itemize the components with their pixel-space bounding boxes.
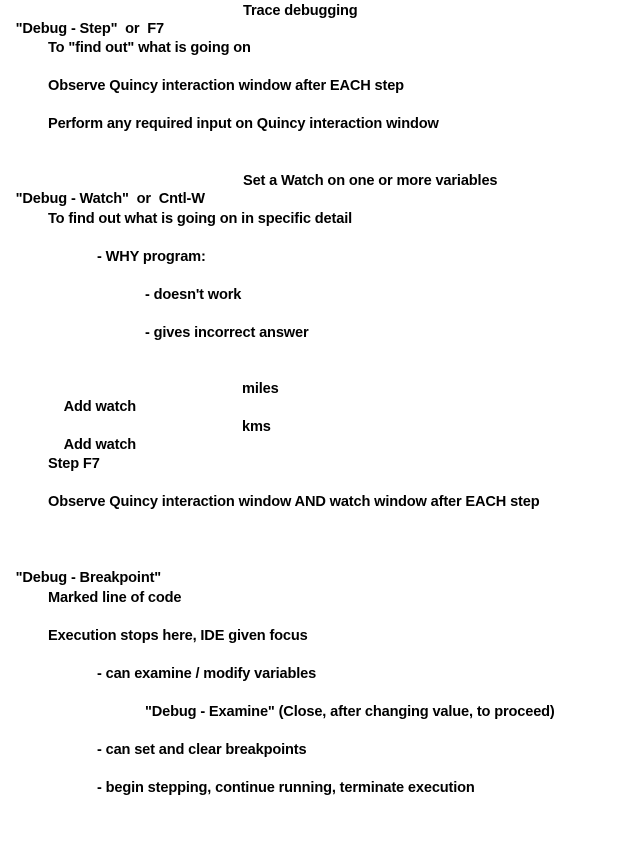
bullet-observe-quincy: Observe Quincy interaction window after EACH step xyxy=(48,78,404,94)
heading-text: "Debug - Step" or F7 xyxy=(15,21,164,37)
bullet-find-out-detail: To find out what is going on in specific detail xyxy=(48,211,353,227)
step-value-text: kms xyxy=(242,419,271,435)
section-heading-debug-step xyxy=(0,2,358,74)
section-heading-debug-watch xyxy=(0,172,498,244)
bullet-execution-stops: Execution stops here, IDE given focus xyxy=(48,628,308,644)
sub-bullet-stepping-running-terminate: - begin stepping, continue running, terminate execution xyxy=(97,780,475,796)
step-action-text: Add watch xyxy=(63,437,137,453)
bullet-find-out: To "find out" what is going on xyxy=(48,40,251,56)
sub-bullet-set-clear-breakpoints: - can set and clear breakpoints xyxy=(97,742,307,758)
heading-note-text: Trace debugging xyxy=(243,3,358,19)
heading-text: "Debug - Watch" or Cntl-W xyxy=(15,191,205,207)
heading-note-text: Set a Watch on one or more variables xyxy=(243,173,498,189)
bullet-marked-line: Marked line of code xyxy=(48,590,182,606)
step-value-text: miles xyxy=(242,381,279,397)
step-action-text: Add watch xyxy=(63,399,137,415)
sub-sub-bullet-doesnt-work: - doesn't work xyxy=(145,287,242,303)
step-observe-windows: Observe Quincy interaction window AND watch window after EACH step xyxy=(48,494,540,510)
sub-bullet-examine-modify: - can examine / modify variables xyxy=(97,666,317,682)
sub-bullet-why-program: - WHY program: xyxy=(97,249,206,265)
step-step-f7: Step F7 xyxy=(48,456,100,472)
sub-sub-bullet-incorrect-answer: - gives incorrect answer xyxy=(145,325,309,341)
bullet-perform-input: Perform any required input on Quincy interaction window xyxy=(48,116,439,132)
sub-sub-bullet-debug-examine: "Debug - Examine" (Close, after changing value, to proceed) xyxy=(145,704,555,720)
heading-text: "Debug - Breakpoint" xyxy=(15,570,162,586)
step-add-watch-kms xyxy=(48,418,271,490)
